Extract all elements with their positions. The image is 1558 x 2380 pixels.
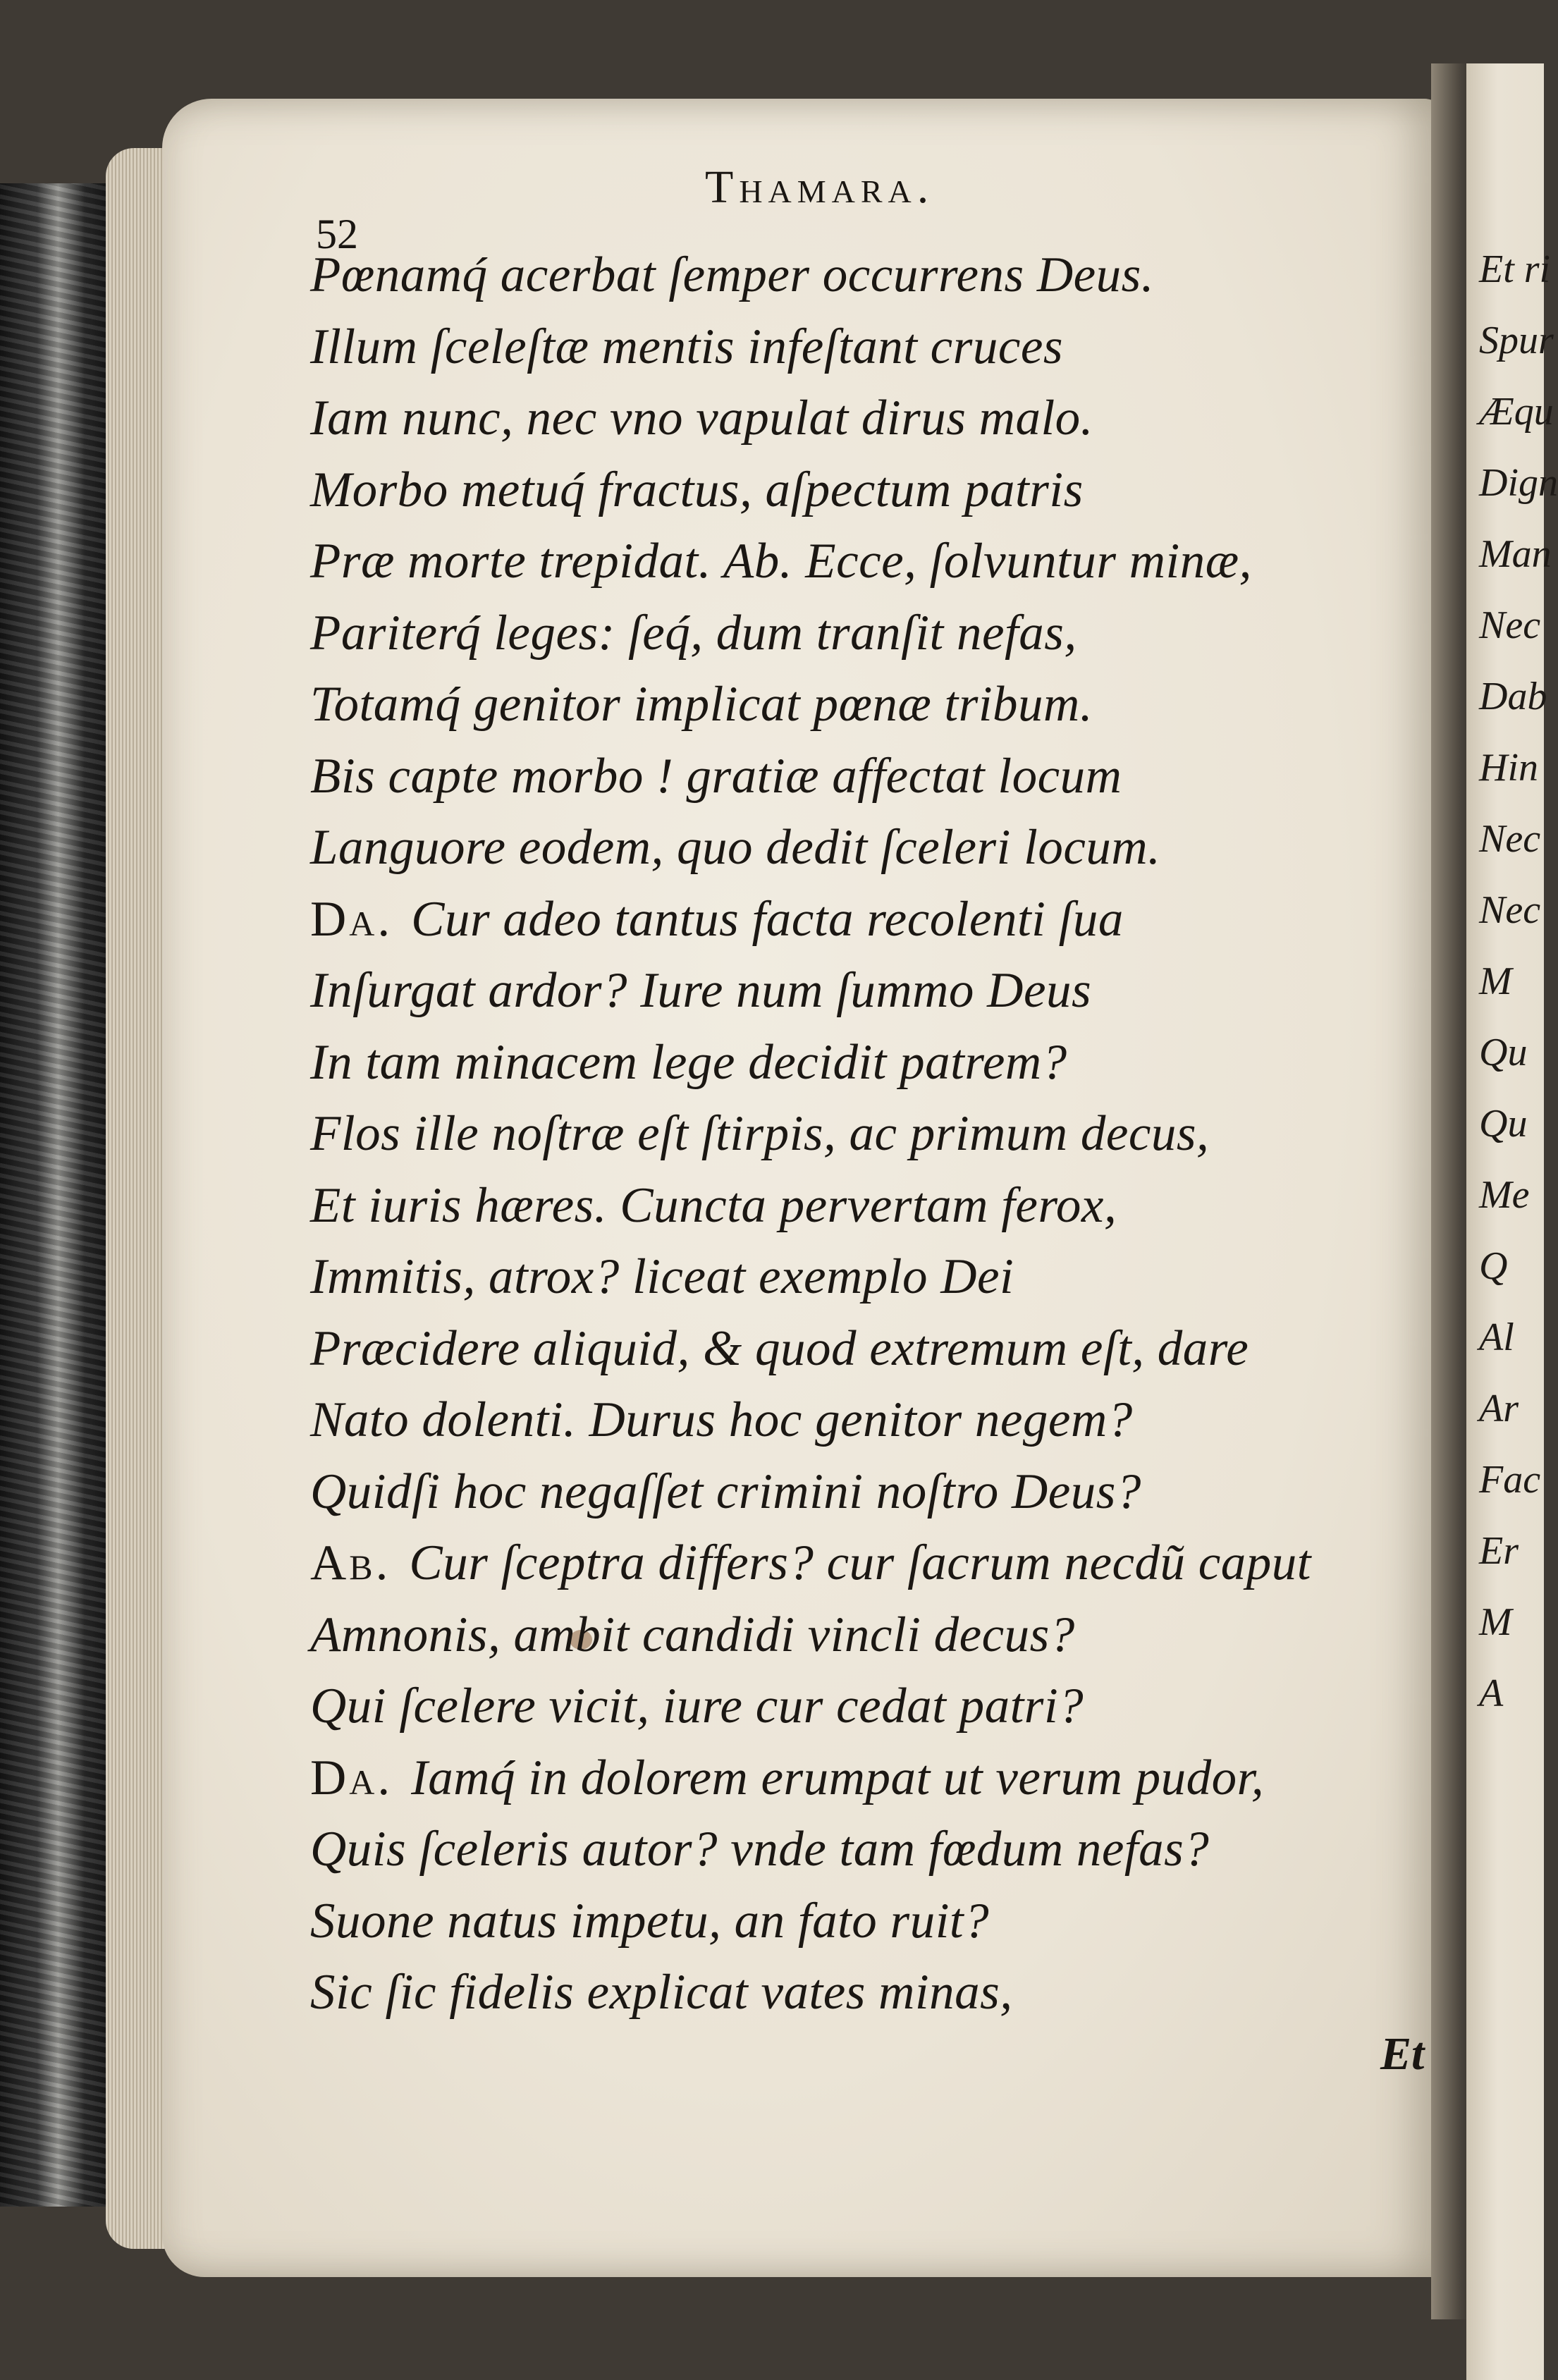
verse-line <box>310 1460 1141 1523</box>
verse-text: Iamq́ in dolorem erumpat ut verum pudor, <box>411 1750 1265 1805</box>
verse-text: Amnonis, ambit candidi vincli decus? <box>310 1607 1075 1662</box>
verse-text: Morbo metuq́ fractus, aſpectum patris <box>310 462 1084 517</box>
verse-line <box>310 1102 1209 1165</box>
verse-text: Præ morte trepidat. Ab. Ecce, ſolvuntur minæ, <box>310 534 1252 589</box>
verse-line <box>310 673 1093 736</box>
verse-line <box>310 888 1124 951</box>
verse-line <box>310 1961 1012 2024</box>
verse-line <box>310 1674 1084 1738</box>
verse-text: Flos ille noſtræ eſt ſtirpis, ac primum decus, <box>310 1106 1210 1161</box>
facing-page-fragment: Q <box>1479 1244 1508 1288</box>
verse-text: Languore eodem, quo dedit ſceleri locum. <box>310 820 1161 875</box>
verse-text: Quis ſceleris autor? vnde tam fœdum nefas? <box>310 1822 1210 1877</box>
book-binding <box>0 183 106 2207</box>
verse-text: Quidſi hoc negaſſet crimini noſtro Deus? <box>310 1464 1141 1519</box>
verse-line <box>310 1817 1209 1881</box>
verse-line <box>310 1388 1133 1452</box>
facing-page-fragment: Æqu <box>1479 390 1554 434</box>
facing-page-fragment: Fac <box>1479 1458 1541 1502</box>
facing-page-fragment: M <box>1479 1600 1512 1644</box>
facing-page-fragment: Nec <box>1479 817 1541 861</box>
verse-line <box>310 458 1084 522</box>
verse-text: Cur ſceptra differs? cur ſacrum necdũ caput <box>409 1535 1311 1590</box>
facing-page-fragment: Al <box>1479 1315 1514 1359</box>
verse-text: Cur adeo tantus facta recolenti ſua <box>411 891 1124 947</box>
verse-line <box>310 744 1122 808</box>
verse-text: In tam minacem lege decidit patrem? <box>310 1034 1067 1090</box>
speaker-label: Ab. <box>310 1535 391 1590</box>
verse-line <box>310 386 1093 450</box>
verse-line <box>310 529 1252 593</box>
verse-line <box>310 959 1091 1022</box>
verse-line <box>310 1174 1117 1237</box>
facing-page-fragment: A <box>1479 1671 1504 1715</box>
facing-page-fragment: Qu <box>1479 1031 1528 1074</box>
verse-text: Pariterq́ leges: ſeq́, dum tranſit nefas, <box>310 605 1077 661</box>
verse-line <box>310 816 1160 879</box>
facing-page-fragment: Me <box>1479 1173 1530 1217</box>
verse-line <box>310 601 1077 665</box>
verse-text: Illum ſceleſtæ mentis infeſtant cruces <box>310 319 1063 374</box>
verse-line <box>310 315 1063 379</box>
facing-page-fragment: Spur <box>1479 319 1554 362</box>
verse-line <box>310 1531 1311 1595</box>
catchword: Et <box>1380 2028 1425 2080</box>
verse-line <box>310 1603 1075 1667</box>
verse-text: Immitis, atrox? liceat exemplo Dei <box>310 1249 1014 1304</box>
facing-page-fragment: M <box>1479 959 1512 1003</box>
verse-line <box>310 1317 1249 1380</box>
facing-page-fragment: Nec <box>1479 888 1541 932</box>
verse-text: Et iuris hæres. Cuncta pervertam ferox, <box>310 1177 1117 1233</box>
verse-text: Pœnamq́ acerbat ſemper occurrens Deus. <box>310 247 1155 302</box>
verse-text: Iam nunc, nec vno vapulat dirus malo. <box>310 391 1093 446</box>
facing-page-fragment: Nec <box>1479 603 1541 647</box>
verse-text: Bis capte morbo ! gratiæ affectat locum <box>310 748 1122 804</box>
facing-page-fragment: Ar <box>1479 1387 1519 1430</box>
facing-page-fragment: Dab <box>1479 675 1547 718</box>
facing-page-fragment: Et ri <box>1479 247 1551 291</box>
facing-page-fragment: Man <box>1479 532 1552 576</box>
verse-line <box>310 1889 989 1953</box>
verse-text: Præcidere aliquid, & quod extremum eſt, dare <box>310 1320 1249 1376</box>
verse-text: Sic ſic fidelis explicat vates minas, <box>310 1965 1013 2020</box>
verse-line <box>310 243 1154 307</box>
verse-text: Totamq́ genitor implicat pœnæ tribum. <box>310 677 1093 732</box>
page-number: 52 <box>316 211 358 257</box>
verse-text: Suone natus impetu, an fato ruit? <box>310 1893 990 1949</box>
speaker-label: Da. <box>310 891 393 947</box>
facing-page-fragment: Dign <box>1479 461 1558 505</box>
verse-line <box>310 1031 1067 1094</box>
speaker-label: Da. <box>310 1750 393 1805</box>
verse-line <box>310 1746 1264 1810</box>
verse-text: Nato dolenti. Durus hoc genitor negem? <box>310 1392 1133 1447</box>
verse-text: Qui ſcelere vicit, iure cur cedat patri? <box>310 1679 1084 1734</box>
facing-page-fragment: Er <box>1479 1529 1519 1573</box>
facing-page-fragment: Hin <box>1479 746 1538 790</box>
verse-text: Inſurgat ardor? Iure num ſummo Deus <box>310 963 1092 1018</box>
running-head: Thamara. <box>705 161 935 213</box>
facing-page-fragment: Qu <box>1479 1102 1528 1146</box>
verse-line <box>310 1245 1014 1308</box>
